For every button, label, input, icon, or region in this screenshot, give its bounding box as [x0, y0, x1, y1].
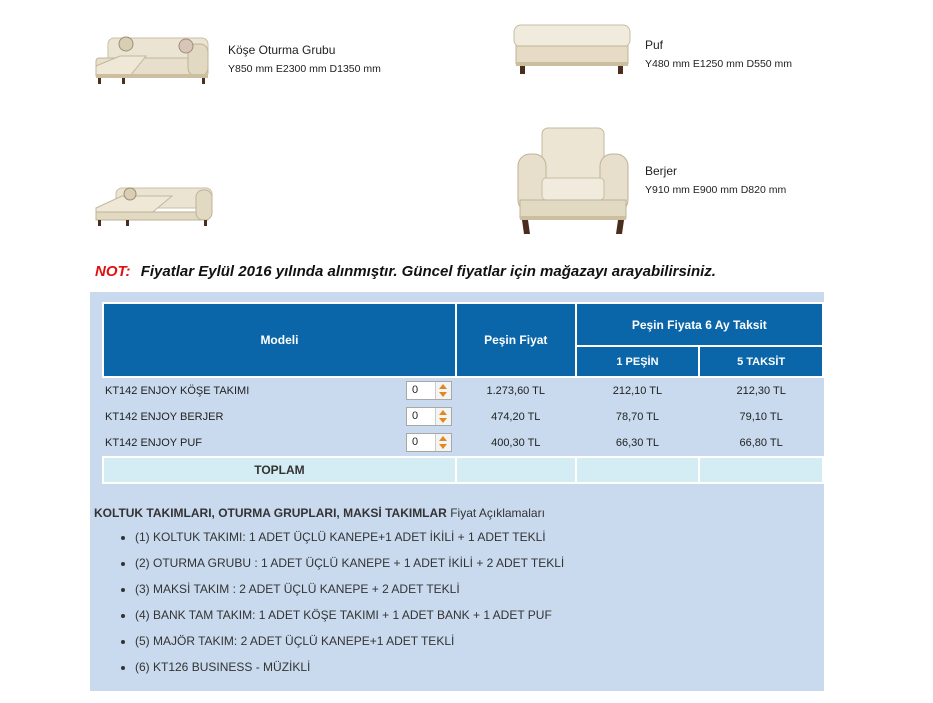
- total-cash: [456, 457, 576, 483]
- cash-price: 400,30 TL: [456, 430, 576, 457]
- description-title: [94, 506, 545, 520]
- cash-price: 474,20 TL: [456, 404, 576, 430]
- increment-arrow-icon[interactable]: [439, 436, 447, 441]
- quantity-value[interactable]: 0: [412, 384, 419, 396]
- list-item: • (1) KOLTUK TAKIMI: 1 ADET ÜÇLÜ KANEPE+1 ADET İKİLİ + 1 ADET TEKLİ: [135, 524, 564, 550]
- quantity-value[interactable]: 0: [412, 436, 419, 448]
- table-row: [103, 377, 823, 404]
- installment-price: 66,80 TL: [699, 430, 823, 457]
- decrement-arrow-icon[interactable]: [439, 392, 447, 397]
- decrement-arrow-icon[interactable]: [439, 444, 447, 449]
- list-item: • (6) KT126 BUSINESS - MÜZİKLİ: [135, 654, 564, 680]
- product-name: Puf: [645, 38, 664, 52]
- description-list: [122, 524, 564, 680]
- header-one-cash: 1 PEŞİN: [576, 346, 700, 377]
- note-label: NOT:: [95, 263, 131, 280]
- installment-price: 79,10 TL: [699, 404, 823, 430]
- quantity-stepper[interactable]: [406, 381, 452, 400]
- product-dimensions: Y480 mm E1250 mm D550 mm: [645, 58, 793, 70]
- increment-arrow-icon[interactable]: [439, 410, 447, 415]
- list-item: • (5) MAJÖR TAKIM: 2 ADET ÜÇLÜ KANEPE+1 ADET TEKLİ: [135, 628, 564, 654]
- one-cash-price: 78,70 TL: [576, 404, 700, 430]
- corner-sofa-icon: [90, 30, 215, 88]
- one-cash-price: 66,30 TL: [576, 430, 700, 457]
- product-dimensions: Y850 mm E2300 mm D1350 mm: [228, 63, 381, 75]
- increment-arrow-icon[interactable]: [439, 384, 447, 389]
- table-row: [103, 430, 823, 457]
- note-text: Fiyatlar Eylül 2016 yılında alınmıştır. Güncel fiyatlar için mağazayı arayabilirsiniz.: [140, 263, 716, 280]
- price-note: [95, 263, 716, 280]
- product-name: Berjer: [645, 164, 678, 178]
- header-model: Modeli: [103, 303, 456, 377]
- one-cash-price: 212,10 TL: [576, 377, 700, 404]
- model-name: KT142 ENJOY PUF: [105, 437, 202, 449]
- total-one-cash: [576, 457, 700, 483]
- list-item: • (4) BANK TAM TAKIM: 1 ADET KÖŞE TAKIMI + 1 ADET BANK + 1 ADET PUF: [135, 602, 564, 628]
- model-name: KT142 ENJOY KÖŞE TAKIMI: [105, 385, 250, 397]
- ottoman-icon: [510, 22, 635, 77]
- corner-sofa-alt-icon: [92, 182, 218, 228]
- list-item: • (2) OTURMA GRUBU : 1 ADET ÜÇLÜ KANEPE + 1 ADET İKİLİ + 2 ADET TEKLİ: [135, 550, 564, 576]
- quantity-stepper[interactable]: [406, 407, 452, 426]
- cash-price: 1.273,60 TL: [456, 377, 576, 404]
- list-item: • (3) MAKSİ TAKIM : 2 ADET ÜÇLÜ KANEPE + 2 ADET TEKLİ: [135, 576, 564, 602]
- price-table: [102, 302, 824, 484]
- table-row: [103, 404, 823, 430]
- product-name: Köşe Oturma Grubu: [228, 43, 336, 57]
- header-installment-group: Peşin Fiyata 6 Ay Taksit: [576, 303, 823, 346]
- price-panel: [90, 292, 824, 691]
- armchair-icon: [512, 126, 634, 238]
- total-installment: [699, 457, 823, 483]
- decrement-arrow-icon[interactable]: [439, 418, 447, 423]
- description-title-suffix: Fiyat Açıklamaları: [450, 506, 545, 520]
- description-title-main: KOLTUK TAKIMLARI, OTURMA GRUPLARI, MAKSİ TAKIMLAR: [94, 506, 447, 520]
- installment-price: 212,30 TL: [699, 377, 823, 404]
- quantity-value[interactable]: 0: [412, 410, 419, 422]
- model-name: KT142 ENJOY BERJER: [105, 411, 224, 423]
- header-cash-price: Peşin Fiyat: [456, 303, 576, 377]
- product-dimensions: Y910 mm E900 mm D820 mm: [645, 184, 787, 196]
- quantity-stepper[interactable]: [406, 433, 452, 452]
- total-row: [103, 457, 823, 483]
- header-five-installments: 5 TAKSİT: [699, 346, 823, 377]
- total-label: TOPLAM: [103, 457, 456, 483]
